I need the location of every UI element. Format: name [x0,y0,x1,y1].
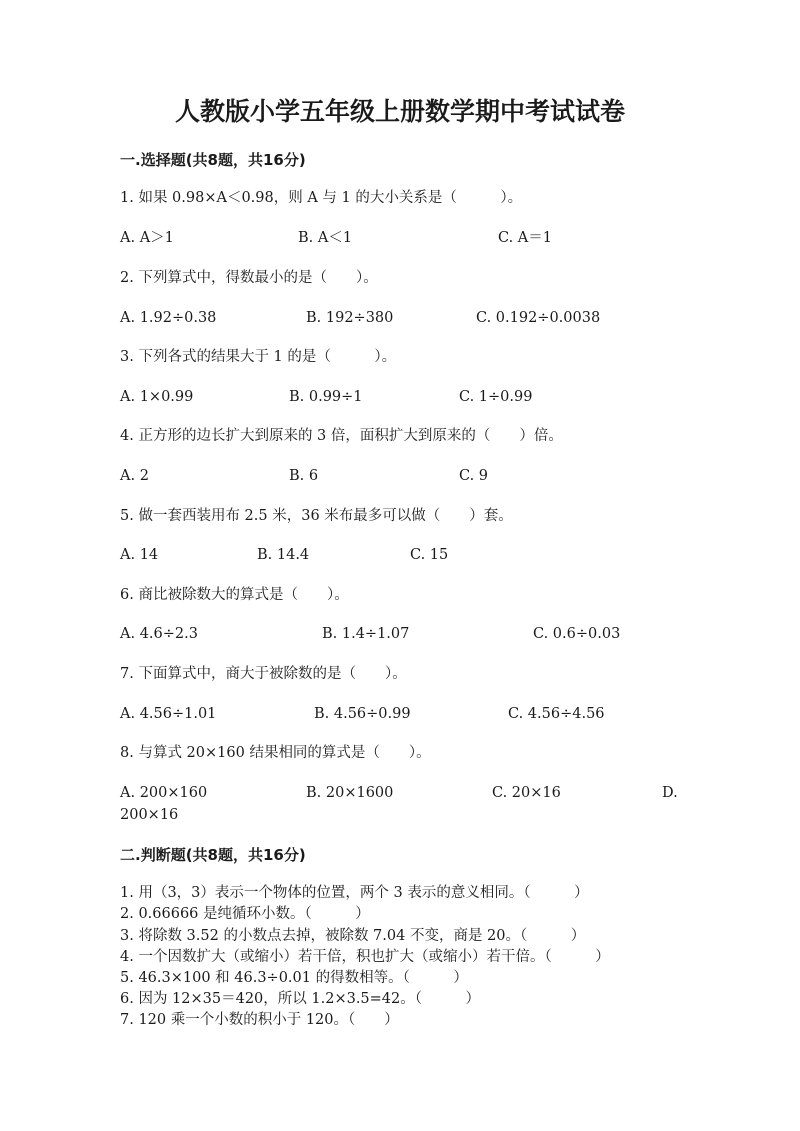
question-6-option-b: B. 1.4÷1.07 [322,626,410,642]
question-3-option-b: B. 0.99÷1 [289,389,363,405]
question-2-option-c: C. 0.192÷0.0038 [476,310,601,326]
question-5-option-a: A. 14 [120,547,159,563]
judge-item-3: 3. 将除数 3.52 的小数点去掉，被除数 7.04 不变，商是 20。（ ） [120,928,586,944]
page-title: 人教版小学五年级上册数学期中考试试卷 [174,97,625,126]
question-8-option-b: B. 20×1600 [306,785,394,801]
question-2: 2. 下列算式中，得数最小的是（ ）。 [120,270,378,286]
judge-item-1: 1. 用（3，3）表示一个物体的位置，两个 3 表示的意义相同。（ ） [120,885,589,901]
question-2-option-a: A. 1.92÷0.38 [120,310,217,326]
question-7-option-a: A. 4.56÷1.01 [120,706,217,722]
question-5: 5. 做一套西装用布 2.5 米，36 米布最多可以做（ ）套。 [120,508,513,524]
question-4-option-b: B. 6 [289,468,319,484]
question-3-option-c: C. 1÷0.99 [459,389,533,405]
question-1-option-b: B. A＜1 [298,230,353,246]
question-8: 8. 与算式 20×160 结果相同的算式是（ ）。 [120,745,431,761]
question-8-option-d-value: 200×16 [120,807,179,823]
question-6: 6. 商比被除数大的算式是（ ）。 [120,587,349,603]
question-1-option-a: A. A＞1 [120,230,174,246]
question-8-option-c: C. 20×16 [492,785,561,801]
section-heading-judge: 二.判断题(共8题，共16分) [120,846,306,864]
section-heading-choice: 一.选择题(共8题，共16分) [120,151,306,169]
question-1-option-c: C. A＝1 [498,230,552,246]
question-2-option-b: B. 192÷380 [306,310,394,326]
question-5-option-c: C. 15 [410,547,449,563]
judge-item-7: 7. 120 乘一个小数的积小于 120。（ ） [120,1012,399,1028]
question-6-option-a: A. 4.6÷2.3 [120,626,198,642]
question-1: 1. 如果 0.98×A＜0.98，则 A 与 1 的大小关系是（ ）。 [120,190,523,206]
question-3-option-a: A. 1×0.99 [120,389,194,405]
question-7-option-c: C. 4.56÷4.56 [508,706,605,722]
question-4-option-a: A. 2 [120,468,149,484]
question-4: 4. 正方形的边长扩大到原来的 3 倍，面积扩大到原来的（ ）倍。 [120,428,563,444]
judge-item-6: 6. 因为 12×35＝420，所以 1.2×3.5=42。（ ） [120,991,481,1007]
judge-item-2: 2. 0.66666 是纯循环小数。（ ） [120,906,370,922]
question-6-option-c: C. 0.6÷0.03 [533,626,621,642]
judge-item-5: 5. 46.3×100 和 46.3÷0.01 的得数相等。（ ） [120,970,468,986]
judge-item-4: 4. 一个因数扩大（或缩小）若干倍，积也扩大（或缩小）若干倍。（ ） [120,949,610,965]
question-8-option-d-label: D. [662,785,678,801]
question-4-option-c: C. 9 [459,468,489,484]
question-8-option-a: A. 200×160 [120,785,208,801]
question-7-option-b: B. 4.56÷0.99 [314,706,411,722]
question-3: 3. 下列各式的结果大于 1 的是（ ）。 [120,349,397,365]
question-5-option-b: B. 14.4 [257,547,310,563]
question-7: 7. 下面算式中，商大于被除数的是（ ）。 [120,666,407,682]
